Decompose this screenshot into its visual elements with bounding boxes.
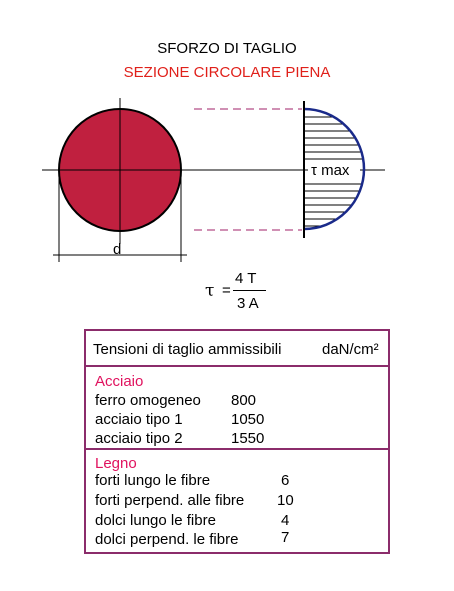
section-heading-acciaio: Acciaio bbox=[95, 373, 144, 390]
formula-numerator: 4 T bbox=[235, 270, 257, 287]
table-row-value: 1550 bbox=[231, 430, 265, 447]
table-row-label: forti lungo le fibre bbox=[95, 472, 211, 489]
table-row-value: 7 bbox=[281, 529, 290, 546]
table-header-unit: daN/cm² bbox=[322, 341, 379, 358]
shear-formula bbox=[200, 270, 280, 318]
table-row-label: forti perpend. alle fibre bbox=[95, 492, 245, 509]
table-row-label: dolci perpend. le fibre bbox=[95, 531, 239, 548]
table-header bbox=[86, 331, 388, 367]
diameter-label: d bbox=[113, 241, 122, 258]
diagram-title: SFORZO DI TAGLIO bbox=[157, 40, 297, 57]
table-row-value: 4 bbox=[281, 512, 290, 529]
table-row-label: acciaio tipo 2 bbox=[95, 430, 183, 447]
fraction-bar bbox=[233, 290, 266, 291]
table-row-label: dolci lungo le fibre bbox=[95, 512, 216, 529]
table-header-title: Tensioni di taglio ammissibili bbox=[93, 341, 282, 358]
section-divider bbox=[86, 448, 388, 450]
table-row-value: 1050 bbox=[231, 411, 265, 428]
section-heading-legno: Legno bbox=[95, 455, 137, 472]
table-row-value: 6 bbox=[281, 472, 290, 489]
formula-tau: τ bbox=[205, 281, 215, 301]
diagram-subtitle: SEZIONE CIRCOLARE PIENA bbox=[123, 64, 331, 81]
formula-equals: = bbox=[222, 282, 231, 299]
formula-denominator: 3 A bbox=[237, 295, 259, 312]
table-row-label: ferro omogeneo bbox=[95, 392, 201, 409]
table-row-value: 10 bbox=[277, 492, 294, 509]
table-row-value: 800 bbox=[231, 392, 257, 409]
table-row-label: acciaio tipo 1 bbox=[95, 411, 183, 428]
allowable-stress-table bbox=[84, 329, 390, 554]
tau-max-label: τ max bbox=[311, 162, 350, 179]
